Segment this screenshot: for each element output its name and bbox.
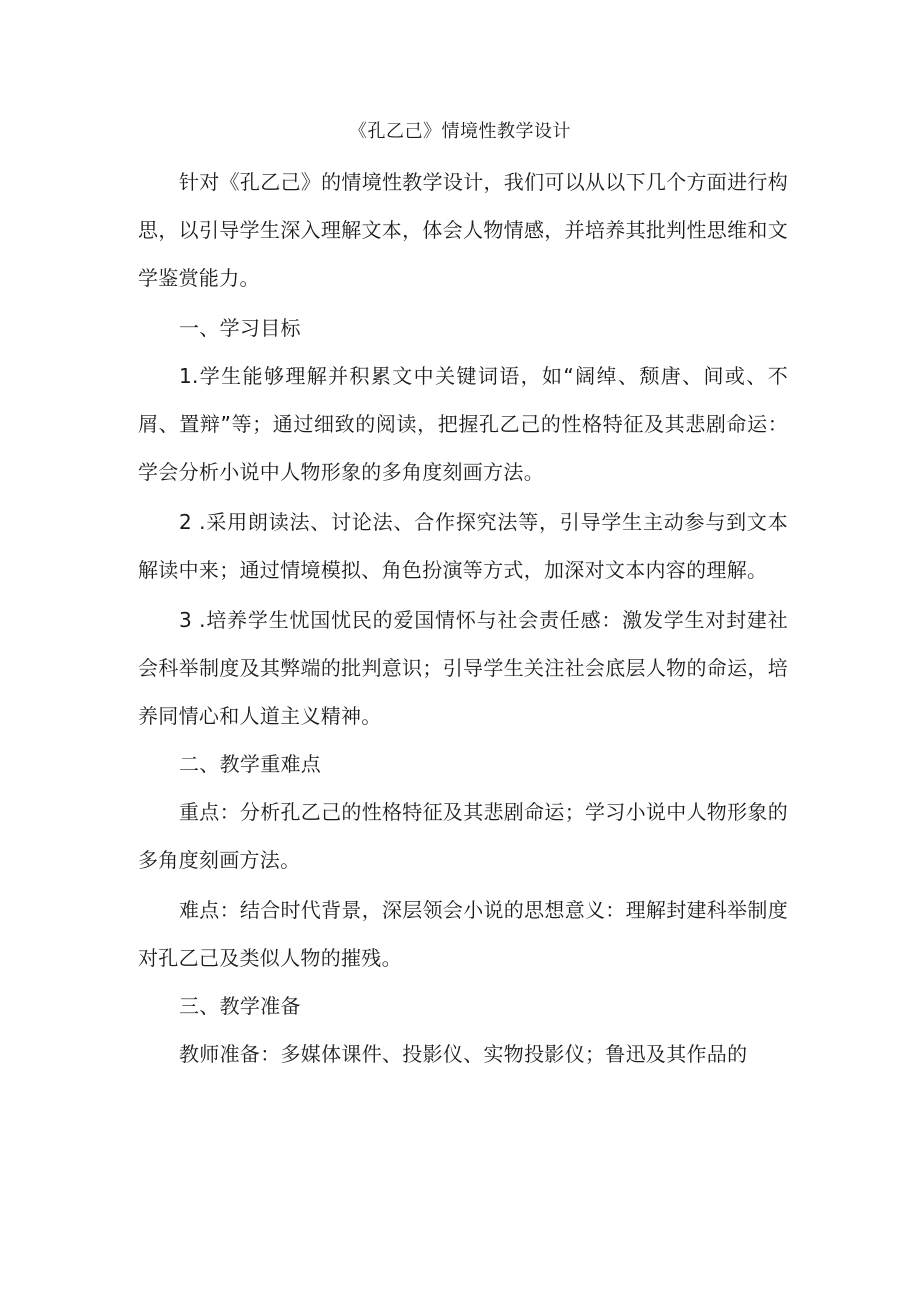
teacher-preparation-paragraph: 教师准备：多媒体课件、投影仪、实物投影仪；鲁迅及其作品的: [179, 1042, 748, 1066]
key-point-paragraph: 重点：分析孔乙己的性格特征及其悲剧命运；学习小说中人物形象的多角度刻画方法。: [138, 800, 788, 872]
goal-item-1: 1.学生能够理解并积累文中关键词语，如“阔绰、颓唐、间或、不屑、置辩”等；通过细致的阅读，把握孔乙己的性格特征及其悲剧命运：学会分析小说中人物形象的多角度刻画方法。: [138, 364, 788, 484]
difficult-point-paragraph: 难点：结合时代背景，深层领会小说的思想意义：理解封建科举制度对孔乙己及类似人物的摧残。: [138, 898, 788, 970]
goal-item-2: 2 .采用朗读法、讨论法、合作探究法等，引导学生主动参与到文本解读中来；通过情境模拟、角色扮演等方式，加深对文本内容的理解。: [138, 510, 788, 582]
document-title: 《孔乙己》情境性教学设计: [349, 121, 571, 142]
intro-paragraph: 针对《孔乙己》的情境性教学设计，我们可以从以下几个方面进行构思，以引导学生深入理解文本，体会人物情感，并培养其批判性思维和文学鉴赏能力。: [138, 170, 788, 290]
section-heading-learning-goals: 一、学习目标: [179, 316, 301, 340]
section-heading-preparation: 三、教学准备: [179, 994, 301, 1018]
section-heading-key-points: 二、教学重难点: [179, 752, 322, 776]
goal-item-3: 3 .培养学生忧国忧民的爱国情怀与社会责任感：激发学生对封建社会科举制度及其弊端的批判意识；引导学生关注社会底层人物的命运，培养同情心和人道主义精神。: [138, 608, 788, 728]
